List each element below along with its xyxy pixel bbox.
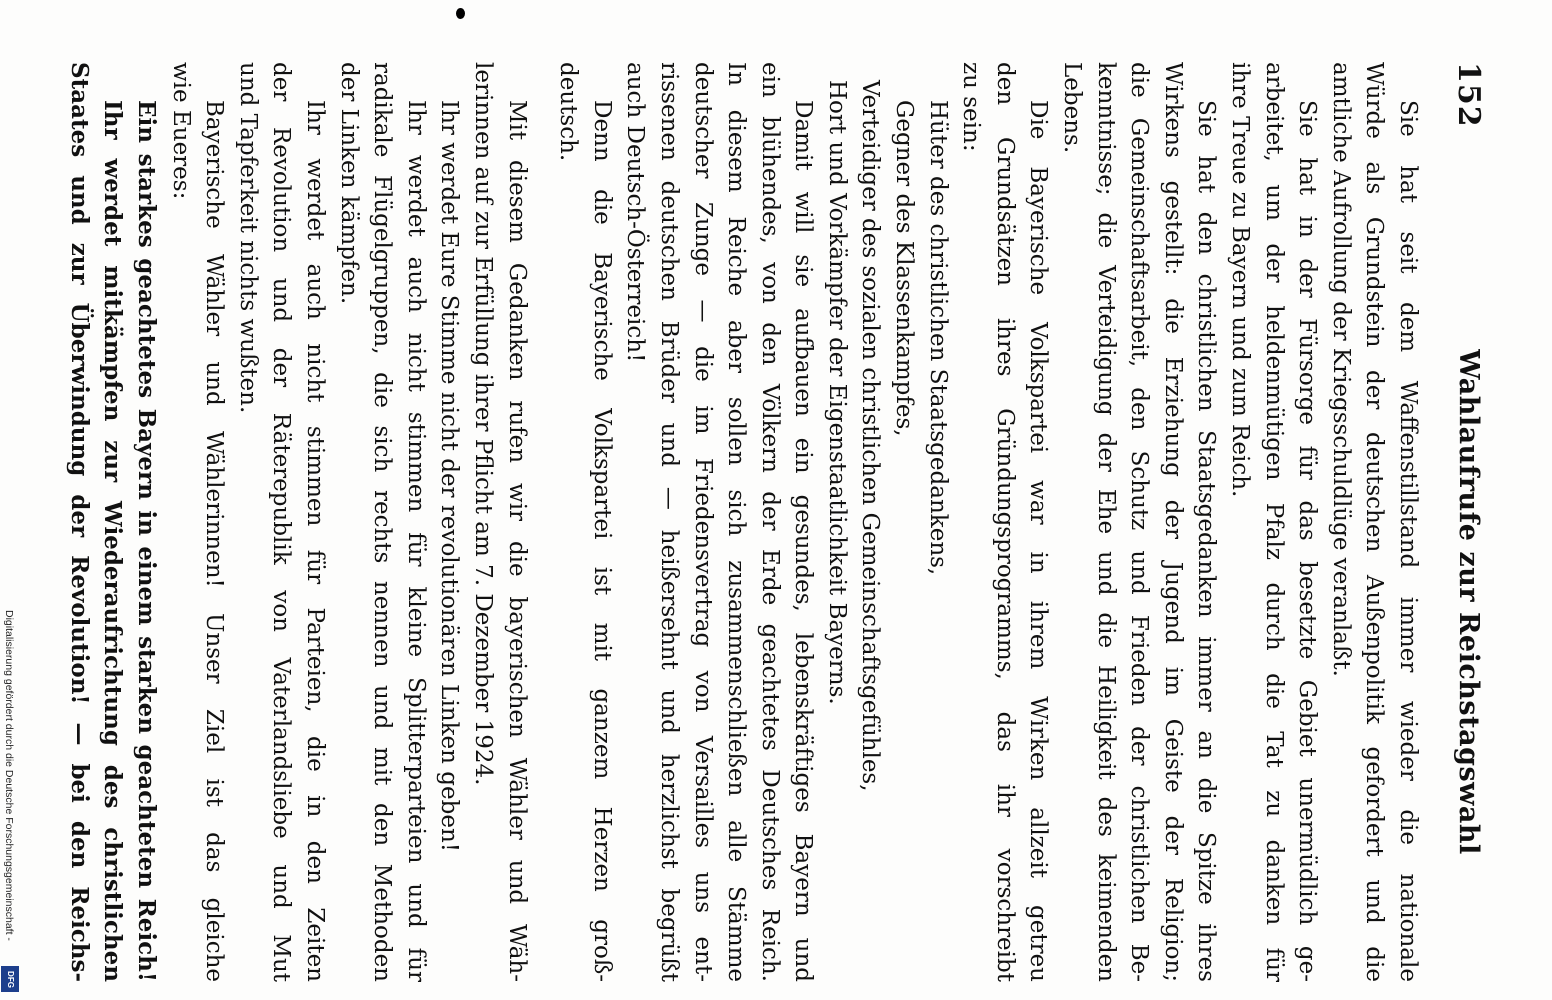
- text-line: Ihr werdet Eure Stimme nicht der revolutionären Linken geben!: [436, 100, 463, 853]
- text-line: Würde als Grundstein der deutschen Außenpolitik gefordert und die: [1361, 62, 1388, 982]
- body-text: [62, 62, 1424, 982]
- page-header: [1440, 62, 1488, 982]
- text-line: Damit will sie aufbauen ein gesundes, lebenskräftiges Bayern und: [790, 100, 817, 982]
- dfg-logo-text: DFG: [5, 970, 15, 988]
- text-line: deutscher Zunge — die im Friedensvertrag von Versailles uns ent-: [689, 62, 716, 982]
- text-line: Hort und Vorkämpfer der Eigenstaatlichkeit Bayerns.: [823, 80, 850, 705]
- text-line: die Gemeinschaftsarbeit, den Schutz und Frieden der christlichen Be-: [1126, 62, 1153, 982]
- text-line: amtliche Aufrollung der Kriegsschuldlüge veranlaßt.: [1327, 62, 1354, 677]
- text-line: Hüter des christlichen Staatsgedankens,: [924, 100, 951, 576]
- text-line: lerinnen auf zur Erfüllung ihrer Pflicht am 7. Dezember 1924.: [469, 62, 496, 786]
- text-line: rissenen deutschen Brüder und — heißersehnt und herzlichst begrüßt: [655, 62, 682, 982]
- ink-spot: [456, 8, 465, 19]
- text-line: Die Bayerische Volkspartei war in ihrem Wirken allzeit getreu: [1025, 100, 1052, 982]
- text-line: ihre Treue zu Bayern und zum Reich.: [1227, 62, 1254, 498]
- text-line: Denn die Bayerische Volkspartei ist mit ganzem Herzen groß-: [588, 100, 615, 982]
- text-line: Staates und zur Überwindung der Revolution! — bei den Reichs-: [65, 62, 93, 982]
- text-line: radikale Flügelgruppen, die sich rechts nennen und mit den Methoden: [369, 62, 396, 982]
- text-line: auch Deutsch-Österreich!: [622, 62, 649, 363]
- text-line: den Grundsätzen ihres Gründungsprogramms, das ihr vorschreibt: [991, 62, 1018, 982]
- text-line: deutsch.: [555, 62, 582, 162]
- text-line: Ein starkes geachtetes Bayern in einem starken geachteten Reich!: [133, 100, 161, 982]
- digitization-note: [2, 610, 20, 990]
- text-line: Sie hat in der Fürsorge für das besetzte Gebiet unermüdlich ge-: [1294, 100, 1321, 982]
- page-number: 152: [1451, 62, 1486, 128]
- text-line: zu sein:: [958, 62, 985, 152]
- text-line: und Tapferkeit nichts wußten.: [234, 62, 261, 414]
- dfg-logo: [1, 966, 19, 992]
- text-line: Sie hat seit dem Waffenstillstand immer wieder die nationale: [1395, 100, 1421, 982]
- rotated-page-content: [48, 62, 1488, 982]
- text-line: Mit diesem Gedanken rufen wir die bayerischen Wähler und Wäh-: [503, 100, 530, 982]
- text-line: Ihr werdet mitkämpfen zur Wiederaufrichtung des christlichen: [99, 100, 127, 982]
- text-line: Bayerische Wähler und Wählerinnen! Unser Ziel ist das gleiche: [201, 100, 228, 982]
- running-head: Wahlaufrufe zur Reichstagswahl: [1453, 349, 1484, 855]
- text-line: Gegner des Klassenkampfes,: [891, 100, 918, 437]
- text-line: ein blühendes, von den Völkern der Erde geachtetes Deutsches Reich.: [756, 62, 783, 982]
- text-line: Lebens.: [1059, 62, 1086, 154]
- text-line: Ihr werdet auch nicht stimmen für Parteien, die in den Zeiten: [302, 100, 328, 982]
- text-line: Sie hat den christlichen Staatsgedanken immer an die Spitze ihres: [1193, 100, 1220, 982]
- text-line: arbeitet, um der heldenmütigen Pfalz durch die Tat zu danken für: [1260, 62, 1287, 982]
- text-line: Wirkens gestellt: die Erziehung der Jugend im Geiste der Religion;: [1159, 62, 1186, 982]
- text-line: der Linken kämpfen.: [335, 62, 362, 305]
- text-line: Ihr werdet auch nicht stimmen für kleine Splitterparteien und für: [402, 100, 429, 982]
- text-line: kenntnisse; die Verteidigung der Ehe und die Heiligkeit des keimenden: [1092, 62, 1119, 982]
- text-line: wie Eueres:: [167, 62, 194, 200]
- text-line: der Revolution und der Räterepublik von Vaterlandsliebe und Mut: [268, 62, 295, 982]
- text-line: In diesem Reiche aber sollen sich zusammenschließen alle Stämme: [723, 62, 750, 982]
- text-line: Verteidiger des sozialen christlichen Gemeinschaftsgefühles,: [857, 80, 884, 792]
- digitization-note-text: Digitalisierung gefördert durch die Deutsche Forschungsgemeinschaft -: [3, 610, 15, 941]
